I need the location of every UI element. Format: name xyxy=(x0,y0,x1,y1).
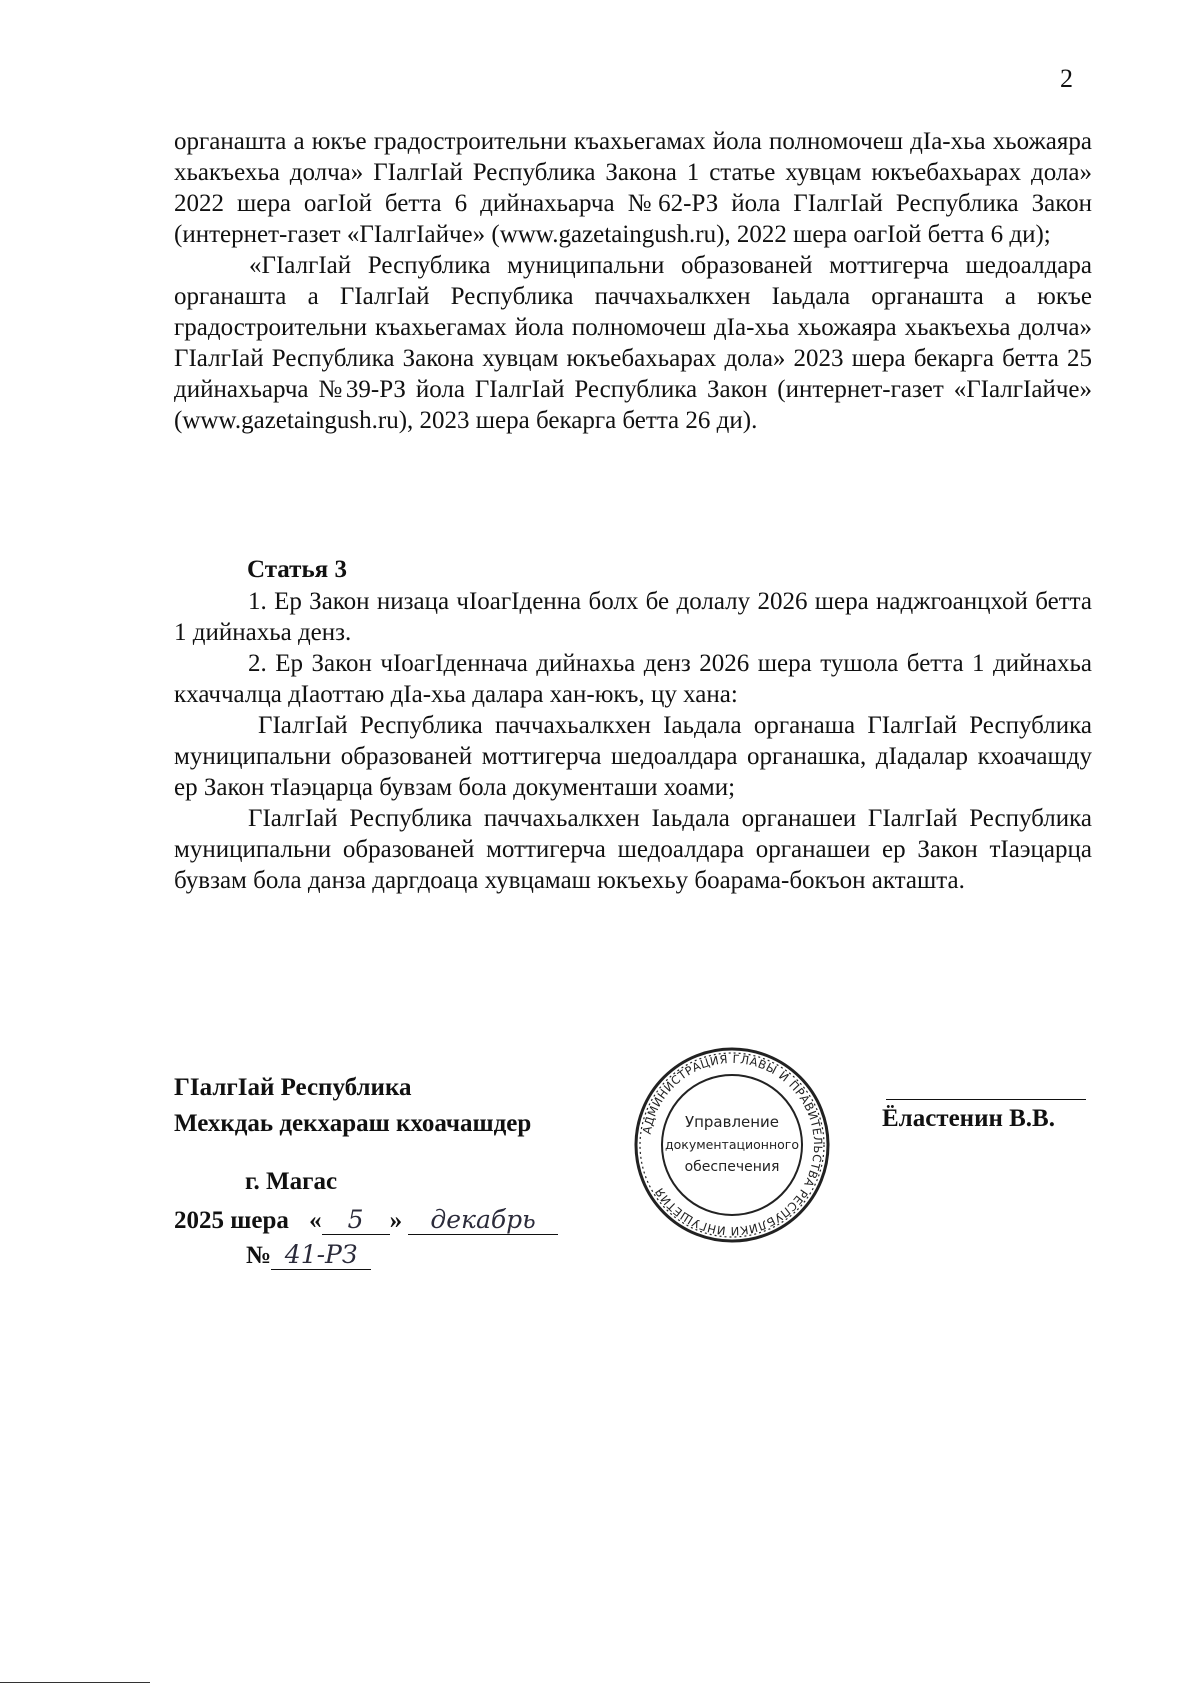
number-value: 41-РЗ xyxy=(271,1240,371,1270)
stamp-line2: документационного xyxy=(665,1137,799,1152)
paragraph-law-reference: «ГІалгІай Республика муниципальни образованей моттигерча шедоалдара органашта а ГІалгІай Республика паччахьалкхен Іаьдала органашта а юкъе градостроительни къахьегамах йола полномочеш дІа-хьа хьожаяра хьакъехьа долча» ГІалгІай Республика Закона хувцам юкъебахьарах дола» 2023 шера бекарга бетта 25 дийнахьарча №39-РЗ йола ГІалгІай Республика Закон (интернет-газет «ГІалгІайче» (www.gazetaingush.ru), 2023 шера бекарга бетта 26 ди). xyxy=(174,252,1092,434)
signatory-name: Ёластенин В.В. xyxy=(882,1105,1055,1132)
stamp-line3: обеспечения xyxy=(684,1159,780,1175)
signature-number xyxy=(246,1240,371,1270)
article-subitem-2: ГІалгІай Республика паччахьалкхен Іаьдала органашеи ГІалгІай Республика муниципальни образованей моттигерча шедоалдара органашеи ер Закон тІаэцарца бувзам бола данза даргдоаца хувцамаш юкъехьу боарама-бокъон акташта. xyxy=(174,805,1092,894)
quote-open: « xyxy=(309,1207,322,1234)
signature-title-line1: ГІалгІай Республика xyxy=(174,1074,412,1101)
article-body xyxy=(174,586,1092,896)
stamp-ring-text: АДМИНИСТРАЦИЯ ГЛАВЫ И ПРАВИТЕЛЬСТВА РЕСПУБЛИКИ ИНГУШЕТИЯ xyxy=(639,1051,826,1239)
scan-edge-line xyxy=(0,1682,150,1683)
stamp-line1: Управление xyxy=(684,1113,780,1131)
signature-year: 2025 шера xyxy=(174,1207,289,1234)
signature-day: 5 xyxy=(322,1205,390,1235)
signature-title-line2: Мехкдаь декхараш кхоачашдер xyxy=(174,1110,532,1137)
stamp-seal-icon xyxy=(632,1045,832,1245)
document-body xyxy=(174,126,1092,436)
signature-title xyxy=(174,1070,531,1142)
signature-place: г. Магас xyxy=(245,1168,338,1195)
article-item-2: 2. Ер Закон чІоагІденнача дийнахьа денз 2026 шера тушола бетта 1 дийнахьа кхаччалца дІаоттаю дІа-хьа далара хан-юкъ, цу хана: xyxy=(174,650,1092,708)
page-number: 2 xyxy=(1060,64,1073,93)
official-stamp xyxy=(632,1045,832,1245)
signature-month: декабрь xyxy=(408,1205,558,1235)
number-label: № xyxy=(246,1242,272,1269)
article-subitem-1: ГІалгІай Республика паччахьалкхен Іаьдала органаша ГІалгІай Республика муниципальни образованей моттигерча шедоалдара органашка, дІадалар кхоачашду ер Закон тІаэцарца бувзам бола документаши хоами; xyxy=(174,712,1092,801)
quote-close: » xyxy=(389,1207,403,1234)
article-title: Статья 3 xyxy=(247,556,347,583)
signature-line xyxy=(886,1099,1086,1100)
signature-date xyxy=(174,1205,558,1235)
paragraph-continuation: органашта а юкъе градостроительни къахьегамах йола полномочеш дІа-хьа хьожаяра хьакъехьа долча» ГІалгІай Республика Закона 1 статье хувцам юкъебахьарах дола» 2022 шера оагІой бетта 6 дийнахьарча №62-РЗ йола ГІалгІай Республика Закон (интернет-газет «ГІалгІайче» (www.gazetaingush.ru), 2022 шера оагІой бетта 6 ди); xyxy=(174,128,1092,248)
article-item-1: 1. Ер Закон низаца чІоагІденна болх бе долалу 2026 шера наджгоанцхой бетта 1 дийнахьа денз. xyxy=(174,588,1092,646)
